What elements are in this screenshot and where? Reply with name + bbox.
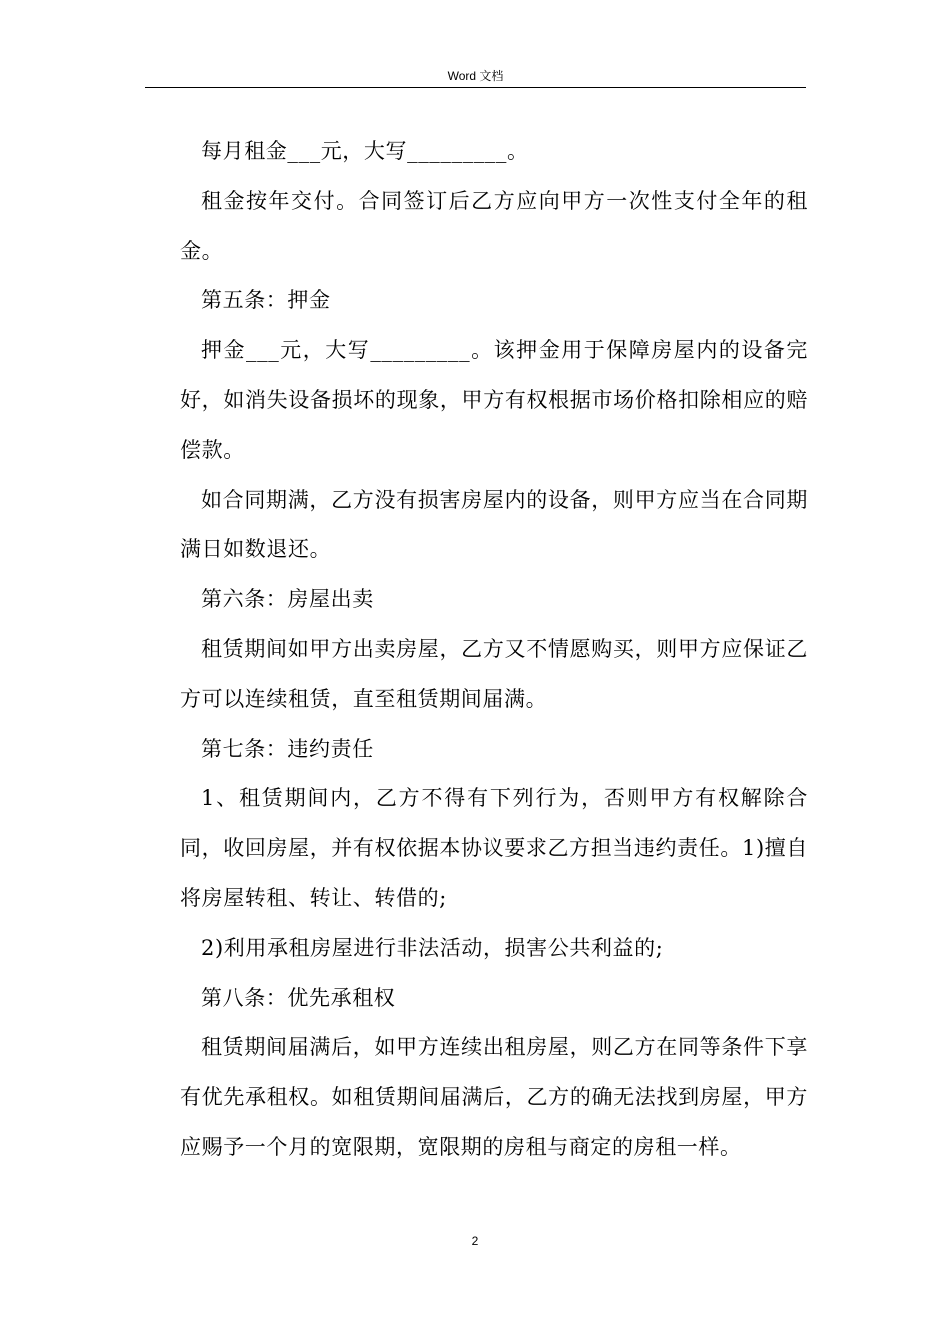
paragraph-breach-1: 1、租赁期间内，乙方不得有下列行为，否则甲方有权解除合同，收回房屋，并有权依据本协议要求乙方担当违约责任。1)擅自将房屋转租、转让、转借的; — [180, 786, 808, 910]
paragraph-deposit-refund: 如合同期满，乙方没有损害房屋内的设备，则甲方应当在合同期满日如数退还。 — [180, 487, 808, 562]
paragraph-breach-2: 2)利用承租房屋进行非法活动，损害公共利益的; — [201, 935, 664, 960]
heading-article-5: 第五条：押金 — [201, 288, 331, 313]
paragraph-priority-lease: 租赁期间届满后，如甲方连续出租房屋，则乙方在同等条件下享有优先承租权。如租赁期间届满后，乙方的确无法找到房屋，甲方应赐予一个月的宽限期，宽限期的房租与商定的房租一样。 — [180, 1035, 808, 1159]
paragraph-house-sale: 租赁期间如甲方出卖房屋，乙方又不情愿购买，则甲方应保证乙方可以连续租赁，直至租赁期间届满。 — [180, 636, 808, 711]
paragraph-monthly-rent: 每月租金___元，大写_________。 — [201, 139, 529, 163]
page-number: 2 — [471, 1234, 479, 1248]
page-header: Word 文档 — [447, 69, 504, 83]
paragraph-rent-payment: 租金按年交付。合同签订后乙方应向甲方一次性支付全年的租金。 — [180, 188, 808, 263]
paragraph-deposit: 押金___元，大写_________。该押金用于保障房屋内的设备完好，如消失设备损坏的现象，甲方有权根据市场价格扣除相应的赔偿款。 — [180, 338, 808, 462]
header-divider — [145, 87, 806, 88]
heading-article-7: 第七条：违约责任 — [201, 736, 374, 761]
heading-article-6: 第六条：房屋出卖 — [201, 587, 374, 612]
heading-article-8: 第八条：优先承租权 — [201, 985, 396, 1010]
document-body — [180, 127, 808, 1173]
